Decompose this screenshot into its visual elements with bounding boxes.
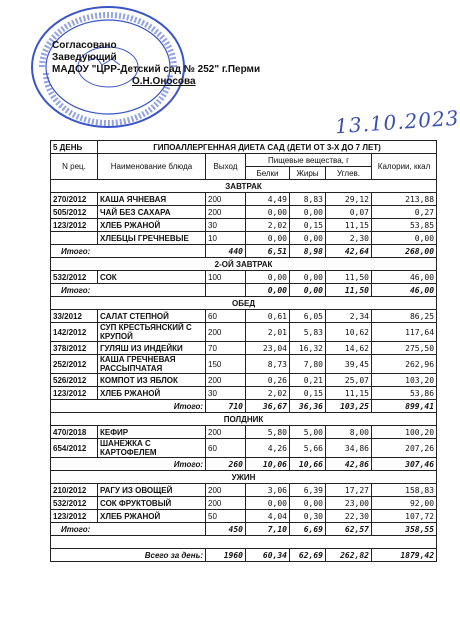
col-protein: Белки [246,167,290,180]
dish-row [51,439,437,458]
dish-kcal: 53,86 [372,387,437,400]
recipe-number: 33/2012 [51,310,98,323]
col-nutr: Пищевые вещества, г [246,154,372,167]
total-output: 1960 [206,549,246,562]
col-name: Наименование блюда [98,154,206,180]
recipe-number: 505/2012 [51,206,98,219]
dish-kcal: 46,00 [372,271,437,284]
total-row [51,549,437,562]
dish-row [51,374,437,387]
total-fat: 36,36 [290,400,326,413]
dish-protein: 0,00 [246,497,290,510]
section-row [51,180,437,193]
approval-block [52,40,260,88]
total-fat: 0,00 [290,284,326,297]
dish-protein: 4,04 [246,510,290,523]
total-carb: 103,25 [326,400,372,413]
dish-row [51,219,437,232]
total-carb: 62,57 [326,523,372,536]
dish-carb: 2,30 [326,232,372,245]
recipe-number: 252/2012 [51,355,98,374]
section-row [51,413,437,426]
total-fat: 6,69 [290,523,326,536]
total-fat: 8,98 [290,245,326,258]
dish-carb: 11,15 [326,219,372,232]
dish-fat: 5,00 [290,426,326,439]
dish-kcal: 0,00 [372,232,437,245]
dish-row [51,355,437,374]
total-fat: 10,66 [290,458,326,471]
dish-fat: 0,00 [290,271,326,284]
recipe-number [51,232,98,245]
dish-name: ГУЛЯШ ИЗ ИНДЕЙКИ [98,342,206,355]
dish-row [51,323,437,342]
dish-output: 30 [206,387,246,400]
dish-output: 200 [206,323,246,342]
section-title: 2-ОЙ ЗАВТРАК [51,258,437,271]
dish-kcal: 86,25 [372,310,437,323]
dish-protein: 0,00 [246,271,290,284]
dish-protein: 23,04 [246,342,290,355]
dish-protein: 0,26 [246,374,290,387]
recipe-number: 142/2012 [51,323,98,342]
dish-output: 150 [206,355,246,374]
col-kcal: Калории, ккал [372,154,437,180]
dish-output: 200 [206,193,246,206]
dish-protein: 0,00 [246,206,290,219]
dish-row [51,232,437,245]
dish-carb: 17,27 [326,484,372,497]
dish-output: 50 [206,510,246,523]
dish-name: КОМПОТ ИЗ ЯБЛОК [98,374,206,387]
dish-fat: 0,00 [290,206,326,219]
total-protein: 7,10 [246,523,290,536]
dish-kcal: 107,72 [372,510,437,523]
dish-carb: 8,00 [326,426,372,439]
dish-protein: 2,01 [246,323,290,342]
dish-kcal: 53,85 [372,219,437,232]
recipe-number: 526/2012 [51,374,98,387]
total-carb: 11,50 [326,284,372,297]
col-out: Выход [206,154,246,180]
day-label: 5 ДЕНЬ [51,141,98,154]
dish-protein: 2,02 [246,219,290,232]
total-carb: 42,64 [326,245,372,258]
dish-protein: 5,80 [246,426,290,439]
approval-head: Заведующий [52,52,117,63]
section-title: ПОЛДНИК [51,413,437,426]
dish-protein: 4,49 [246,193,290,206]
dish-name: СОК ФРУКТОВЫЙ [98,497,206,510]
recipe-number: 123/2012 [51,219,98,232]
dish-protein: 8,73 [246,355,290,374]
total-output [206,284,246,297]
total-label: Всего за день: [51,549,206,562]
dish-row [51,484,437,497]
dish-output: 10 [206,232,246,245]
dish-fat: 7,80 [290,355,326,374]
col-fat: Жиры [290,167,326,180]
section-title: ЗАВТРАК [51,180,437,193]
col-rec: N рец. [51,154,98,180]
recipe-number: 210/2012 [51,484,98,497]
section-title: ОБЕД [51,297,437,310]
total-kcal: 1879,42 [372,549,437,562]
dish-carb: 34,86 [326,439,372,458]
dish-name: РАГУ ИЗ ОВОЩЕЙ [98,484,206,497]
dish-protein: 3,06 [246,484,290,497]
dish-fat: 16,32 [290,342,326,355]
dish-fat: 5,83 [290,323,326,342]
dish-kcal: 207,26 [372,439,437,458]
dish-carb: 11,50 [326,271,372,284]
dish-protein: 2,02 [246,387,290,400]
menu-table [50,140,437,562]
total-protein: 10,06 [246,458,290,471]
dish-carb: 10,62 [326,323,372,342]
dish-protein: 4,26 [246,439,290,458]
total-protein: 6,51 [246,245,290,258]
dish-output: 60 [206,310,246,323]
total-label: Итого: [51,523,206,536]
dish-name: КАША ЯЧНЕВАЯ [98,193,206,206]
recipe-number: 532/2012 [51,497,98,510]
dish-name: САЛАТ СТЕПНОЙ [98,310,206,323]
dish-carb: 11,15 [326,387,372,400]
total-label: Итого: [51,284,206,297]
total-row [51,284,437,297]
section-row [51,297,437,310]
total-kcal: 268,00 [372,245,437,258]
approval-agreed: Согласовано [52,40,117,51]
dish-fat: 5,66 [290,439,326,458]
col-carb: Углев. [326,167,372,180]
dish-output: 200 [206,497,246,510]
total-row [51,523,437,536]
dish-fat: 6,39 [290,484,326,497]
recipe-number: 378/2012 [51,342,98,355]
total-row [51,245,437,258]
dish-fat: 0,00 [290,232,326,245]
dish-name: ХЛЕБ РЖАНОЙ [98,510,206,523]
total-output: 710 [206,400,246,413]
dish-row [51,271,437,284]
dish-carb: 2,34 [326,310,372,323]
dish-output: 70 [206,342,246,355]
dish-fat: 0,30 [290,510,326,523]
dish-row [51,387,437,400]
dish-protein: 0,00 [246,232,290,245]
total-kcal: 307,46 [372,458,437,471]
recipe-number: 270/2012 [51,193,98,206]
spacer-cell [51,536,437,549]
approval-signer: О.Н.Оносова [132,76,196,87]
total-carb: 42,86 [326,458,372,471]
dish-carb: 29,12 [326,193,372,206]
dish-carb: 22,30 [326,510,372,523]
dish-fat: 0,15 [290,219,326,232]
dish-row [51,310,437,323]
dish-output: 200 [206,206,246,219]
total-output: 450 [206,523,246,536]
section-title: УЖИН [51,471,437,484]
total-label: Итого: [51,245,206,258]
dish-output: 200 [206,374,246,387]
total-protein: 0,00 [246,284,290,297]
recipe-number: 532/2012 [51,271,98,284]
dish-name: КАША ГРЕЧНЕВАЯ РАССЫПЧАТАЯ [98,355,206,374]
total-kcal: 899,41 [372,400,437,413]
recipe-number: 123/2012 [51,510,98,523]
approval-org: МАДОУ "ЦРР-Детский сад № 252" г.Перми [52,64,261,75]
dish-kcal: 100,20 [372,426,437,439]
dish-carb: 0,07 [326,206,372,219]
dish-row [51,426,437,439]
dish-row [51,497,437,510]
dish-output: 60 [206,439,246,458]
total-kcal: 46,00 [372,284,437,297]
spacer-row [51,536,437,549]
recipe-number: 654/2012 [51,439,98,458]
dish-kcal: 213,88 [372,193,437,206]
total-protein: 60,34 [246,549,290,562]
dish-output: 100 [206,271,246,284]
dish-kcal: 0,27 [372,206,437,219]
total-carb: 262,82 [326,549,372,562]
recipe-number: 123/2012 [51,387,98,400]
dish-carb: 25,07 [326,374,372,387]
dish-carb: 14,62 [326,342,372,355]
dish-output: 200 [206,484,246,497]
dish-kcal: 262,96 [372,355,437,374]
dish-output: 200 [206,426,246,439]
dish-fat: 0,15 [290,387,326,400]
total-kcal: 358,55 [372,523,437,536]
total-fat: 62,69 [290,549,326,562]
total-row [51,458,437,471]
dish-name: ХЛЕБ РЖАНОЙ [98,219,206,232]
diet-title: ГИПОАЛЛЕРГЕННАЯ ДИЕТА САД (ДЕТИ ОТ 3-Х ДО 7 ЛЕТ) [98,141,437,154]
dish-row [51,193,437,206]
dish-kcal: 158,83 [372,484,437,497]
total-output: 440 [206,245,246,258]
total-output: 260 [206,458,246,471]
dish-kcal: 275,50 [372,342,437,355]
dish-kcal: 117,64 [372,323,437,342]
dish-row [51,510,437,523]
recipe-number: 470/2018 [51,426,98,439]
total-protein: 36,67 [246,400,290,413]
dish-name: ЧАЙ БЕЗ САХАРА [98,206,206,219]
section-row [51,258,437,271]
dish-name: ХЛЕБ РЖАНОЙ [98,387,206,400]
total-label: Итого: [51,400,206,413]
dish-carb: 23,00 [326,497,372,510]
dish-output: 30 [206,219,246,232]
total-row [51,400,437,413]
dish-fat: 0,00 [290,497,326,510]
dish-row [51,342,437,355]
dish-fat: 6,05 [290,310,326,323]
dish-carb: 39,45 [326,355,372,374]
total-label: Итого: [51,458,206,471]
handwritten-date: 13.10.2023 [334,105,460,139]
dish-fat: 0,21 [290,374,326,387]
dish-protein: 0,61 [246,310,290,323]
dish-kcal: 92,00 [372,497,437,510]
dish-fat: 8,83 [290,193,326,206]
section-row [51,471,437,484]
dish-kcal: 103,20 [372,374,437,387]
dish-name: СУП КРЕСТЬЯНСКИЙ С КРУПОЙ [98,323,206,342]
dish-row [51,206,437,219]
dish-name: ШАНЕЖКА С КАРТОФЕЛЕМ [98,439,206,458]
dish-name: ХЛЕБЦЫ ГРЕЧНЕВЫЕ [98,232,206,245]
dish-name: КЕФИР [98,426,206,439]
dish-name: СОК [98,271,206,284]
